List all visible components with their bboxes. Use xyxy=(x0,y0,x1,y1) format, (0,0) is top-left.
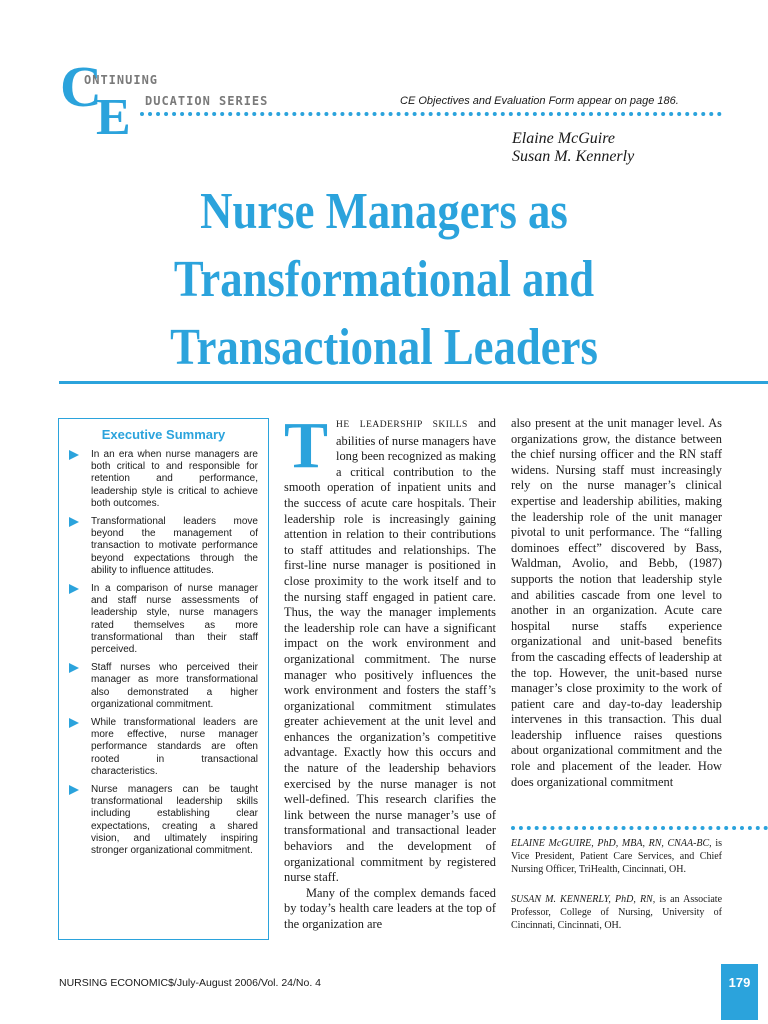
page-number: 179 xyxy=(721,964,758,1020)
bullet-arrow-icon xyxy=(69,785,79,795)
series-label-line2: DUCATION SERIES xyxy=(145,94,269,108)
paragraph-text: and abilities of nurse managers have long been recognized as making a critical contribution to the smooth operation of inpatient units and the success of acute care hospitals. Their leadership role is increasingly gaining attention in relation to their contributions to staff attitudes and relationships. The first-line nurse manager is positioned in close proximity to the work itself and to the nursing staff engaged in patient care. Thus, the way the manager implements the leadership role can have a significant impact on the work environment and organizational commitment. The nurse manager who positively influences the work environment and fosters the staff’s organizational commitment stimulates greater achievement at the unit level and enhances the organization’s competitive advantage. Exactly how this occurs and the nature of the leadership behaviors exercised by the nurse manager is not well-defined. This research clarifies the link between the nurse manager’s use of transformational and transactional leader behaviors and the development of organizational commitment by registered nurse staff. xyxy=(284,416,496,885)
summary-item-text: In a comparison of nurse manager and staff nurse assessments of leadership style, nurse managers rated themselves as more transformational than their staff perceived. xyxy=(91,583,258,656)
author-bio xyxy=(511,893,722,932)
summary-item-text: In an era when nurse managers are both critical to and responsible for retention and performance, leadership style is critical to achieve both outcomes. xyxy=(91,449,258,509)
bullet-arrow-icon xyxy=(69,450,79,460)
ce-logo-c: C xyxy=(60,54,102,119)
bio-text: is Vice President, Patient Care Services, and Chief Nursing Officer, TriHealth, Cincinnati, OH. xyxy=(511,838,723,875)
body-paragraph: Many of the complex demands faced by today’s health care leaders at the top of the organization are xyxy=(284,885,496,931)
ce-logo-e: E xyxy=(96,89,131,146)
author-name: Elaine McGuire xyxy=(512,130,615,147)
author-name: Susan M. Kennerly xyxy=(512,148,635,165)
summary-item xyxy=(69,516,258,577)
bio-name: ELAINE McGUIRE, PhD, MBA, RN, CNAA-BC, xyxy=(511,838,712,849)
bio-text: is an Associate Professor, College of Nursing, University of Cincinnati, Cincinnati, OH. xyxy=(511,894,723,931)
lead-in: HE LEADERSHIP SKILLS xyxy=(336,420,468,430)
bullet-arrow-icon xyxy=(69,517,79,527)
summary-item-text: Transformational leaders move beyond the management of transaction to motivate performance beyond expectations through the ability to influence attitudes. xyxy=(91,516,258,576)
summary-item xyxy=(69,583,258,656)
journal-citation: NURSING ECONOMIC$/July-August 2006/Vol. 24/No. 4 xyxy=(59,977,322,989)
bio-name: SUSAN M. KENNERLY, PhD, RN, xyxy=(511,894,656,905)
executive-summary-heading: Executive Summary xyxy=(101,427,226,442)
bullet-arrow-icon xyxy=(69,718,79,728)
drop-cap: T xyxy=(284,409,329,482)
summary-item-text: Nurse managers can be taught transformational leadership skills including establishing clear expectations, creating a shared vision, and ultimately inspiring stronger organizational commitment. xyxy=(91,784,258,857)
summary-item xyxy=(69,662,258,711)
bullet-arrow-icon xyxy=(69,584,79,594)
executive-summary-list xyxy=(69,449,258,857)
bullet-arrow-icon xyxy=(69,663,79,673)
summary-item xyxy=(69,717,258,778)
body-column-2 xyxy=(284,409,496,933)
header-dotted-rule xyxy=(140,112,722,116)
bio-dotted-rule xyxy=(511,826,768,830)
body-column-3 xyxy=(511,416,722,790)
objectives-note: CE Objectives and Evaluation Form appear on page 186. xyxy=(400,95,679,107)
summary-item-text: Staff nurses who perceived their manager as more transformational also demonstrated a higher organizational commitment. xyxy=(91,662,258,710)
summary-item xyxy=(69,784,258,857)
title-line: Transformational and xyxy=(173,251,595,308)
title-line: Nurse Managers as xyxy=(200,183,568,240)
executive-summary-box xyxy=(58,418,269,940)
summary-item-text: While transformational leaders are more effective, nurse manager performance standards are often rooted in transactional characteristics. xyxy=(91,717,258,777)
body-paragraph xyxy=(284,409,496,886)
article-title xyxy=(54,178,714,382)
author-bio xyxy=(511,837,722,876)
body-paragraph: also present at the unit manager level. As organizations grow, the distance between the chief nursing officer and the RN staff widens. Nursing staff must increasingly rely on the nurse manager’s clinical expertise and leadership abilities, making the leadership role of the unit manager pivotal to unit performance. The “falling dominoes effect” discovered by Bass, Waldman, Avolio, and Bebb, (1987) supports the notion that leadership style and abilities cascade from one level to another in an organization. Acute care hospital nurse staffs experience organizational and unit-based benefits from the cascading effects of leadership at the top. However, the unit-based nurse manager’s close proximity to the work of patient care and day-to-day leadership intervenes in this transaction. This dual leadership influence raises questions about organizational commitment and the role and placement of the leader. How does organizational commitment xyxy=(511,416,722,789)
series-label-line1: ONTINUING xyxy=(84,73,159,87)
title-line: Transactional Leaders xyxy=(170,319,598,376)
title-rule xyxy=(59,381,768,384)
summary-item xyxy=(69,449,258,510)
